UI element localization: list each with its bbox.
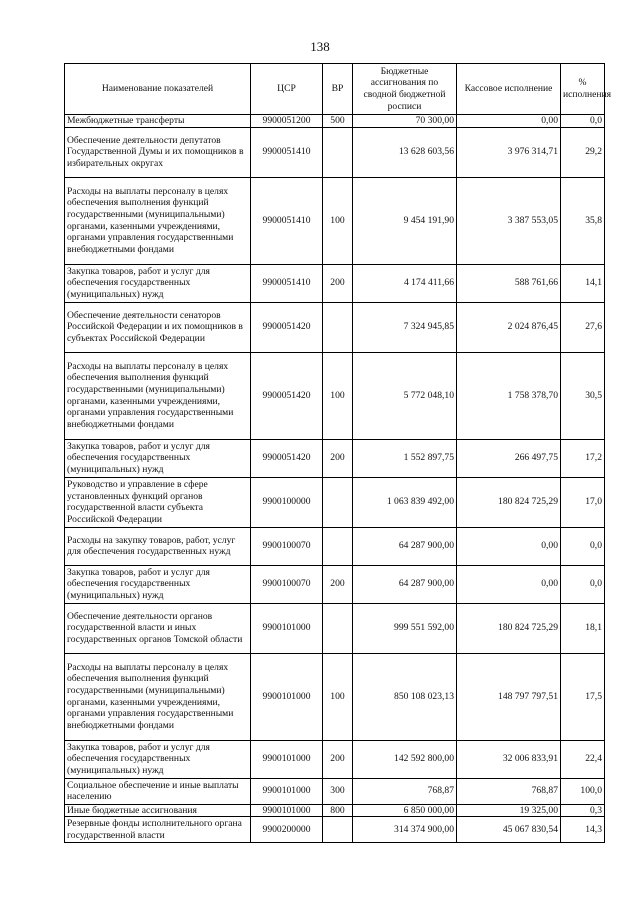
row-cash: 1 758 378,70 [457, 352, 561, 439]
row-budget: 64 287 900,00 [353, 565, 457, 603]
row-pct: 17,5 [561, 653, 605, 740]
row-csr: 9900051410 [251, 177, 323, 264]
row-csr: 9900051200 [251, 115, 323, 128]
row-csr: 9900100070 [251, 565, 323, 603]
row-name: Резервные фонды исполнительного органа государственной власти [65, 817, 251, 843]
row-name: Руководство и управление в сфере установленных функций органов государственной власти субъекта Российской Федерации [65, 477, 251, 527]
row-pct: 18,1 [561, 603, 605, 653]
row-name: Закупка товаров, работ и услуг для обеспечения государственных (муниципальных) нужд [65, 740, 251, 778]
row-budget: 64 287 900,00 [353, 527, 457, 565]
table-header-row [65, 64, 605, 115]
row-budget: 7 324 945,85 [353, 302, 457, 352]
header-name: Наименование показателей [65, 64, 251, 115]
row-name: Расходы на выплаты персоналу в целях обеспечения выполнения функций государственными (муниципальными) органами, казенными учреждениями, органами управления государственными внебюджетными фондами [65, 177, 251, 264]
table-row [65, 115, 605, 128]
row-vr: 100 [323, 177, 353, 264]
row-cash: 180 824 725,29 [457, 603, 561, 653]
row-pct: 17,2 [561, 439, 605, 477]
table-row [65, 127, 605, 177]
row-csr: 9900101000 [251, 804, 323, 817]
table-row [65, 264, 605, 302]
row-name: Обеспечение деятельности органов государственной власти и иных государственных органов Томской области [65, 603, 251, 653]
row-budget: 5 772 048,10 [353, 352, 457, 439]
row-csr: 9900101000 [251, 653, 323, 740]
row-csr: 9900200000 [251, 817, 323, 843]
table-row [65, 352, 605, 439]
row-csr: 9900051420 [251, 302, 323, 352]
row-pct: 14,1 [561, 264, 605, 302]
row-pct: 0,0 [561, 527, 605, 565]
row-csr: 9900100070 [251, 527, 323, 565]
row-budget: 1 063 839 492,00 [353, 477, 457, 527]
row-vr: 100 [323, 653, 353, 740]
row-vr: 200 [323, 740, 353, 778]
row-pct: 0,0 [561, 115, 605, 128]
row-cash: 2 024 876,45 [457, 302, 561, 352]
row-csr: 9900101000 [251, 778, 323, 804]
row-cash: 180 824 725,29 [457, 477, 561, 527]
row-budget: 999 551 592,00 [353, 603, 457, 653]
row-budget: 314 374 900,00 [353, 817, 457, 843]
row-pct: 0,0 [561, 565, 605, 603]
row-csr: 9900051410 [251, 264, 323, 302]
header-csr: ЦСР [251, 64, 323, 115]
row-name: Социальное обеспечение и иные выплаты населению [65, 778, 251, 804]
row-vr [323, 477, 353, 527]
table-row [65, 653, 605, 740]
row-vr [323, 527, 353, 565]
row-cash: 266 497,75 [457, 439, 561, 477]
row-name: Расходы на выплаты персоналу в целях обеспечения выполнения функций государственными (муниципальными) органами, казенными учреждениями, органами управления государственными внебюджетными фондами [65, 352, 251, 439]
row-name: Межбюджетные трансферты [65, 115, 251, 128]
header-cash: Кассовое исполнение [457, 64, 561, 115]
header-pct: % исполнения [561, 64, 605, 115]
row-vr: 200 [323, 439, 353, 477]
row-name: Закупка товаров, работ и услуг для обеспечения государственных (муниципальных) нужд [65, 264, 251, 302]
row-name: Иные бюджетные ассигнования [65, 804, 251, 817]
row-budget: 13 628 603,56 [353, 127, 457, 177]
row-pct: 27,6 [561, 302, 605, 352]
row-vr [323, 127, 353, 177]
row-pct: 30,5 [561, 352, 605, 439]
header-budget: Бюджетные ассигнования по сводной бюджетной росписи [353, 64, 457, 115]
row-cash: 0,00 [457, 527, 561, 565]
row-name: Закупка товаров, работ и услуг для обеспечения государственных (муниципальных) нужд [65, 565, 251, 603]
row-cash: 45 067 830,54 [457, 817, 561, 843]
table-row [65, 778, 605, 804]
table-row [65, 439, 605, 477]
table-row [65, 477, 605, 527]
table-row [65, 817, 605, 843]
row-csr: 9900051420 [251, 352, 323, 439]
row-cash: 19 325,00 [457, 804, 561, 817]
table-row [65, 177, 605, 264]
row-csr: 9900051410 [251, 127, 323, 177]
row-name: Обеспечение деятельности сенаторов Российской Федерации и их помощников в субъектах Российской Федерации [65, 302, 251, 352]
row-vr [323, 603, 353, 653]
row-vr: 300 [323, 778, 353, 804]
row-vr [323, 817, 353, 843]
table-row [65, 527, 605, 565]
row-budget: 4 174 411,66 [353, 264, 457, 302]
row-name: Расходы на закупку товаров, работ, услуг для обеспечения государственных нужд [65, 527, 251, 565]
row-budget: 9 454 191,90 [353, 177, 457, 264]
row-cash: 0,00 [457, 565, 561, 603]
row-vr: 800 [323, 804, 353, 817]
row-csr: 9900051420 [251, 439, 323, 477]
row-pct: 14,3 [561, 817, 605, 843]
row-name: Обеспечение деятельности депутатов Государственной Думы и их помощников в избирательных округах [65, 127, 251, 177]
row-budget: 1 552 897,75 [353, 439, 457, 477]
row-vr: 200 [323, 264, 353, 302]
row-pct: 17,0 [561, 477, 605, 527]
row-csr: 9900101000 [251, 603, 323, 653]
page-number: 138 [310, 39, 330, 54]
row-pct: 35,8 [561, 177, 605, 264]
table-row [65, 804, 605, 817]
row-pct: 29,2 [561, 127, 605, 177]
row-cash: 32 006 833,91 [457, 740, 561, 778]
row-pct: 0,3 [561, 804, 605, 817]
table-row [65, 565, 605, 603]
row-csr: 9900101000 [251, 740, 323, 778]
row-cash: 148 797 797,51 [457, 653, 561, 740]
row-budget: 768,87 [353, 778, 457, 804]
row-name: Расходы на выплаты персоналу в целях обеспечения выполнения функций государственными (муниципальными) органами, казенными учреждениями, органами управления государственными внебюджетными фондами [65, 653, 251, 740]
row-csr: 9900100000 [251, 477, 323, 527]
row-vr [323, 302, 353, 352]
header-vr: ВР [323, 64, 353, 115]
row-cash: 0,00 [457, 115, 561, 128]
row-vr: 100 [323, 352, 353, 439]
row-budget: 6 850 000,00 [353, 804, 457, 817]
row-pct: 100,0 [561, 778, 605, 804]
row-vr: 200 [323, 565, 353, 603]
row-vr: 500 [323, 115, 353, 128]
row-cash: 3 976 314,71 [457, 127, 561, 177]
table-row [65, 302, 605, 352]
budget-execution-table [64, 63, 612, 843]
row-cash: 588 761,66 [457, 264, 561, 302]
row-name: Закупка товаров, работ и услуг для обеспечения государственных (муниципальных) нужд [65, 439, 251, 477]
row-cash: 3 387 553,05 [457, 177, 561, 264]
row-budget: 850 108 023,13 [353, 653, 457, 740]
row-budget: 142 592 800,00 [353, 740, 457, 778]
table-row [65, 740, 605, 778]
row-cash: 768,87 [457, 778, 561, 804]
row-budget: 70 300,00 [353, 115, 457, 128]
table-row [65, 603, 605, 653]
row-pct: 22,4 [561, 740, 605, 778]
